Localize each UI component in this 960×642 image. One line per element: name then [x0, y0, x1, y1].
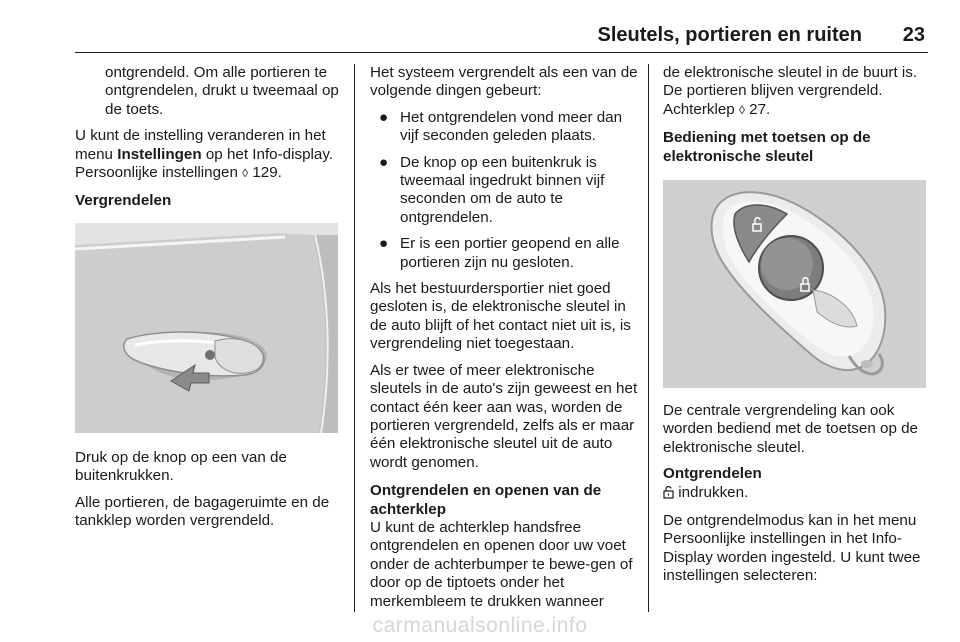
door-handle-illustration-svg [75, 223, 338, 433]
paragraph-locked: Alle portieren, de bagageruimte en de tankklep worden vergrendeld. [75, 493, 330, 530]
arrow-reference-icon: ◊ [738, 102, 745, 117]
bullet-icon: ● [379, 153, 389, 171]
paragraph-intro: Het systeem vergrendelt als een van de volgende dingen gebeurt: [370, 64, 638, 100]
electronic-key-illustration [663, 180, 926, 388]
paragraph-central-locking: De centrale vergrendeling kan ook worden bediend met de toetsen op de elektronische sleutel. [663, 402, 918, 456]
page-reference[interactable]: 27. [744, 100, 771, 118]
paragraph-unlock-mode: De ontgrendelmodus kan in het menu Persoonlijke instellingen in het Info-Display worden ingesteld. U kunt twee instellingen selecteren: [663, 512, 921, 585]
menu-term: Instellingen [117, 145, 202, 163]
watermark: carmanualsonline.info [372, 614, 588, 637]
list-item: ● Het ontgrendelen vond meer dan vijf seconden geleden plaats. [379, 108, 623, 145]
figure-caption: Druk op de knop op een van de buitenkrukken. [75, 448, 287, 485]
header-divider [75, 52, 928, 53]
list-item: ● Er is een portier geopend en alle portieren zijn nu gesloten. [379, 235, 620, 271]
paragraph-key-nearby: de elektronische sleutel in de buurt is. De portieren blijven vergrendeld. Achterklep ◊ 27. [663, 64, 918, 118]
column-divider-2 [648, 64, 649, 612]
unlock-icon [663, 485, 674, 504]
paragraph-continued: ontgrendeld. Om alle portieren te ontgrendelen, drukt u tweemaal op de toets. [105, 64, 339, 118]
electronic-key-illustration-svg [663, 180, 926, 388]
heading-vergrendelen: Vergrendelen [75, 192, 172, 210]
arrow-reference-icon: ◊ [242, 166, 249, 181]
heading-ontgrendelen: Ontgrendelen [663, 465, 762, 483]
column-3 [663, 64, 927, 594]
bullet-icon: ● [379, 108, 389, 126]
paragraph-multiple-keys: Als er twee of meer elektronische sleutels in de auto's zijn geweest en het contact één keer aan was, worden de portieren vergrendeld, zelfs als er maar één elektronische sleutel uit de auto wordt genomen. [370, 361, 638, 471]
paragraph-press-unlock: indrukken. [663, 484, 927, 504]
column-divider-1 [354, 64, 355, 612]
section-title: Sleutels, portieren en ruiten [597, 24, 862, 46]
paragraph-not-allowed: Als het bestuurdersportier niet goed gesloten is, de elektronische sleutel in de auto blijft of het contact niet uit is, is vergrendeling niet toegestaan. [370, 280, 631, 353]
page-reference[interactable]: 129. [248, 164, 282, 182]
heading-key-buttons: Bediening met toetsen op de elektronische sleutel [663, 129, 871, 165]
list-item: ● De knop op een buitenkruk is tweemaal ingedrukt binnen vijf seconden om de auto te ontgrendelen. [379, 153, 605, 226]
bullet-icon: ● [379, 235, 389, 253]
page-number: 23 [902, 24, 925, 46]
column-1 [75, 64, 341, 538]
heading-tailgate: Ontgrendelen en openen van de achterklep [370, 482, 602, 518]
column-2 [370, 64, 638, 611]
paragraph-settings: U kunt de instelling veranderen in het menu Instellingen op het Info-display. Persoonlijke instellingen ◊ 129. [75, 127, 334, 182]
paragraph-handsfree: U kunt de achterklep handsfree ontgrendelen en openen door uw voet onder de achterbumper te bewe-gen of door op de tiptoets onder het merkembleem te drukken wanneer [370, 518, 633, 610]
door-handle-illustration [75, 223, 338, 433]
